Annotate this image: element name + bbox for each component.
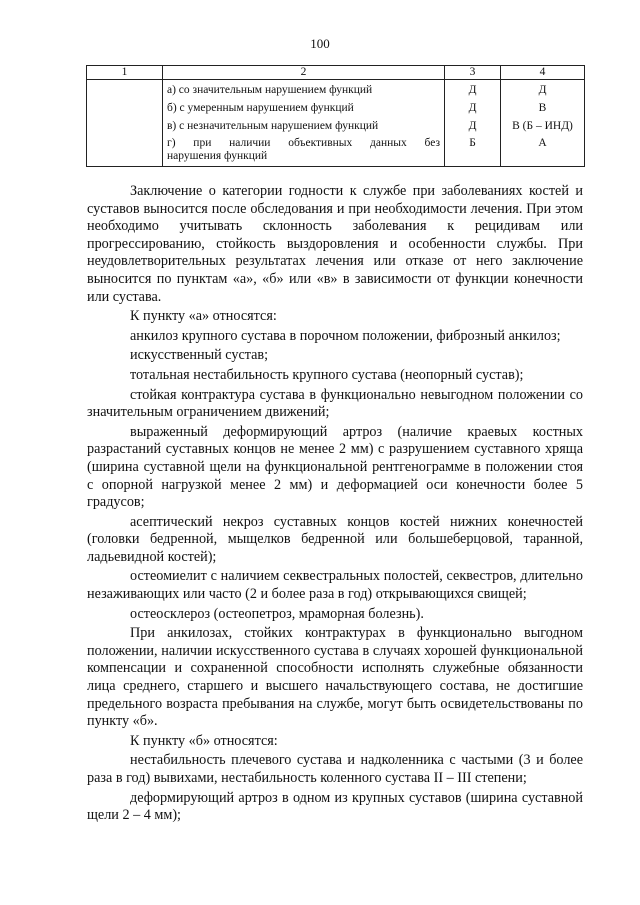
column-header-3: 3 <box>445 66 501 80</box>
paragraph-ankylosis-note: При анкилозах, стойких контрактурах в функционально выгодном положении, наличии искусственного сустава в случаях хорошей функциональной компенсации и сохраненной способности исполнять служебные обязанности лица среднего, старшего и высшего начальствующего состава, не достигшие предельного возраста пребывания на службе, могут быть освидетельствованы по пункту «б». <box>87 625 583 730</box>
page-number: 100 <box>310 36 330 51</box>
category-column-3-cell <box>445 80 501 167</box>
table-cell-empty <box>87 80 163 167</box>
category-3-v: Д <box>468 120 477 132</box>
list-item: асептический некроз суставных концов костей нижних конечностей (головки бедренной, мыщелков бедренной или большеберцовой, таранной, ладьевидной костей); <box>87 513 583 565</box>
category-4-g: А <box>538 137 547 149</box>
list-item: анкилоз крупного сустава в порочном положении, фиброзный анкилоз; <box>130 327 561 344</box>
paragraph-point-a-heading: К пункту «а» относятся: <box>130 308 277 325</box>
column-header-4: 4 <box>501 66 585 80</box>
condition-text-v: в) с незначительным нарушением функций <box>167 120 379 132</box>
fitness-category-table <box>86 65 585 167</box>
category-4-v: В (Б – ИНД) <box>512 120 573 132</box>
column-header-2: 2 <box>163 66 445 80</box>
condition-text-a: а) со значительным нарушением функций <box>167 84 373 96</box>
condition-text-g-line1: г) при наличии объективных данных без <box>167 137 440 149</box>
category-4-b: В <box>538 102 547 114</box>
paragraph-point-b-heading: К пункту «б» относятся: <box>130 732 278 749</box>
list-item: нестабильность плечевого сустава и надколенника с частыми (3 и более раза в год) вывихами, нестабильность коленного сустава II – III степени; <box>87 752 583 786</box>
category-column-4-cell <box>501 80 585 167</box>
list-item: искусственный сустав; <box>130 347 269 364</box>
paragraph-conclusion: Заключение о категории годности к службе при заболеваниях костей и суставов выносится после обследования и при необходимости лечения. При этом необходимо учитывать склонность заболевания к рецидивам или прогрессированию, стойкость выздоровления и особенности службы. При неудовлетворительных результатах лечения или отказе от него заключение выносится по пунктам «а», «б» или «в» в зависимости от функции конечности или сустава. <box>87 183 583 305</box>
condition-text-g <box>167 135 440 165</box>
category-3-a: Д <box>468 84 477 96</box>
list-item: тотальная нестабильность крупного сустава (неопорный сустав); <box>130 366 524 383</box>
category-3-g: Б <box>469 137 476 149</box>
category-3-b: Д <box>468 102 477 114</box>
body-text <box>87 183 583 825</box>
condition-text-g-line2: нарушения функций <box>167 150 268 162</box>
list-item: выраженный деформирующий артроз (наличие краевых костных разрастаний суставных концов не менее 2 мм) с разрушением суставного хряща (ширина суставной щели на функциональной рентгенограмме в положении стоя с опорной нагрузкой менее 2 мм) и деформацией оси конечности более 5 градусов; <box>87 423 583 511</box>
table-body-row <box>87 80 585 167</box>
table-header-row <box>87 66 585 80</box>
category-4-a: Д <box>538 84 547 96</box>
conditions-cell <box>163 80 445 167</box>
condition-text-b: б) с умеренным нарушением функций <box>167 102 354 114</box>
list-item: деформирующий артроз в одном из крупных суставов (ширина суставной щели 2 – 4 мм); <box>87 789 583 824</box>
list-item: стойкая контрактура сустава в функционально невыгодном положении со значительным ограничением движений; <box>87 386 583 421</box>
list-item: остеосклероз (остеопетроз, мраморная болезнь). <box>130 605 424 622</box>
list-item: остеомиелит с наличием секвестральных полостей, секвестров, длительно незаживающих или часто (2 и более раза в год) открывающихся свищей; <box>87 568 583 603</box>
column-header-1: 1 <box>87 66 163 80</box>
